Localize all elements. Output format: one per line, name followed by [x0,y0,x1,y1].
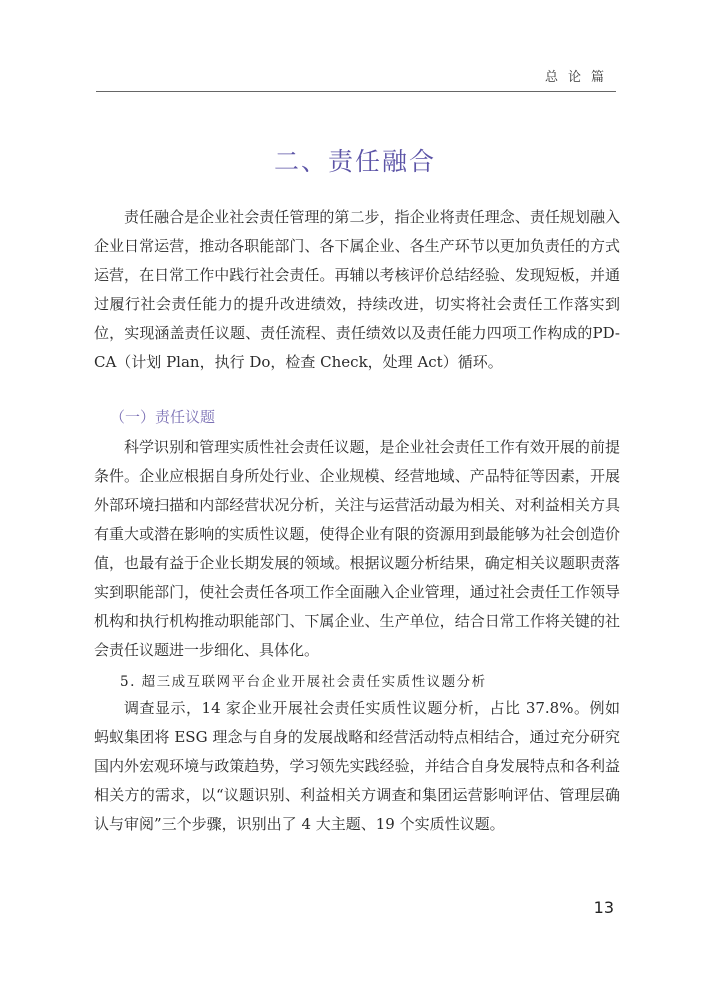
intro-paragraph: 责任融合是企业社会责任管理的第二步，指企业将责任理念、责任规划融入企业日常运营，推动各职能部门、各下属企业、各生产环节以更加负责任的方式运营，在日常工作中践行社会责任。再辅以考核评价总结经验、发现短板，并通过履行社会责任能力的提升改进绩效，持续改进，切实将社会责任工作落实到位，实现涵盖责任议题、责任流程、责任绩效以及责任能力四项工作构成的PD-CA（计划 Plan，执行 Do，检查 Check，处理 Act）循环。 [94,208,620,371]
issues-paragraph: 科学识别和管理实质性社会责任议题，是企业社会责任工作有效开展的前提条件。企业应根据自身所处行业、企业规模、经营地域、产品特征等因素，开展外部环境扫描和内部经营状况分析，关注与运营活动最为相关、对利益相关方具有重大或潜在影响的实质性议题，使得企业有限的资源用到最能够为社会创造价值，也最有益于企业长期发展的领域。根据议题分析结果，确定相关议题职责落实到职能部门，使社会责任各项工作全面融入企业管理，通过社会责任工作领导机构和执行机构推动职能部门、下属企业、生产单位，结合日常工作将关键的社会责任议题进一步细化、具体化。 [94,438,620,659]
page-number: 13 [593,898,614,917]
section-title: 二、责任融合 [273,147,436,176]
header-divider [96,91,616,92]
case-study-heading: 5. 超三成互联网平台企业开展社会责任实质性议题分析 [120,674,487,690]
case-paragraph: 调查显示，14 家企业开展社会责任实质性议题分析，占比 37.8%。例如蚂蚁集团将 ESG 理念与自身的发展战略和经营活动特点相结合，通过充分研究国内外宏观环境与政策趋势，学习领先实践经验，并结合自身发展特点和各利益相关方的需求，以“议题识别、利益相关方调查和集团运营影响评估、管理层确认与审阅”三个步骤，识别出了 4 大主题、19 个实质性议题。 [94,699,620,833]
issues-paragraph-block [94,433,620,665]
subsection-heading: （一）责任议题 [110,408,216,426]
intro-paragraph-block [94,203,620,377]
running-header: 总论篇 [544,70,614,85]
case-paragraph-block [94,694,620,839]
